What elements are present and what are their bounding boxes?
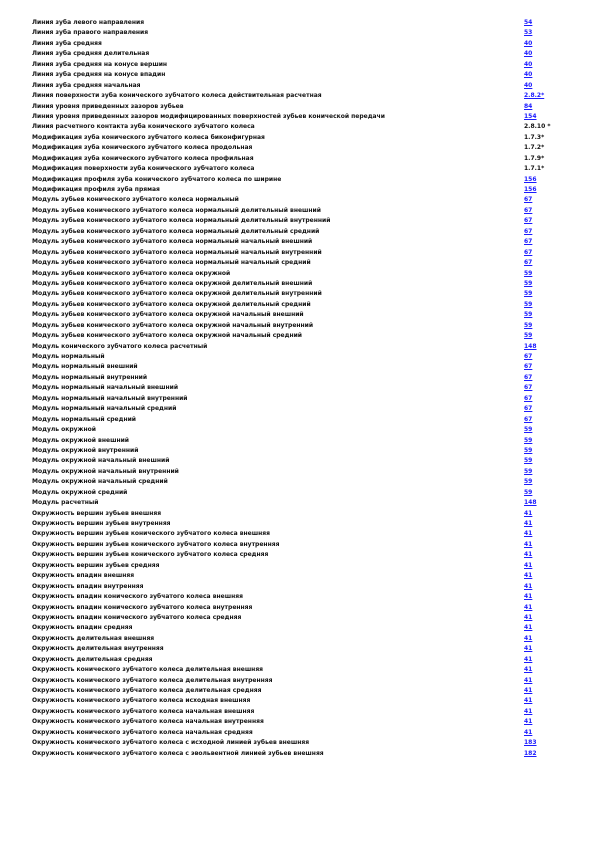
index-term: Линия уровня приведенных зазоров зубьев — [32, 102, 184, 110]
index-entry — [32, 279, 560, 289]
index-ref-link[interactable]: 40 — [524, 60, 533, 68]
index-ref-link[interactable]: 67 — [524, 196, 533, 204]
index-term: Модуль зубьев конического зубчатого колеса нормальный начальный средний — [32, 259, 311, 267]
index-term: Окружность впадин средняя — [32, 624, 133, 632]
index-term: Линия уровня приведенных зазоров модифицированных поверхностей зубьев конической передачи — [32, 112, 385, 120]
index-ref-link[interactable]: 41 — [524, 645, 533, 653]
index-entry — [32, 655, 560, 665]
index-term: Модуль конического зубчатого колеса расчетный — [32, 342, 208, 350]
index-entry — [32, 686, 560, 696]
index-term: Модуль нормальный начальный внешний — [32, 384, 179, 392]
index-entry — [32, 237, 560, 247]
index-term: Модификация зуба конического зубчатого колеса продольная — [32, 144, 253, 152]
index-entry — [32, 154, 560, 164]
index-term: Модуль окружной средний — [32, 488, 128, 496]
index-ref-link[interactable]: 67 — [524, 217, 533, 225]
index-entry — [32, 269, 560, 279]
index-term: Линия зуба средняя на конусе впадин — [32, 71, 166, 79]
index-entry — [32, 498, 560, 508]
index-entry — [32, 509, 560, 519]
index-ref-link[interactable]: 41 — [524, 561, 533, 569]
index-ref: 2.8.10 * — [524, 123, 551, 131]
index-term: Окружность вершин зубьев конического зубчатого колеса внешняя — [32, 530, 270, 538]
index-term: Окружность делительная внутренняя — [32, 645, 164, 653]
index-term: Окружность вершин зубьев средняя — [32, 561, 160, 569]
index-ref: 1.7.1* — [524, 165, 545, 173]
index-term: Окружность впадин конического зубчатого колеса средняя — [32, 613, 242, 621]
index-entry — [32, 362, 560, 372]
index-term: Модуль окружной начальный внутренний — [32, 467, 179, 475]
index-term: Линия зуба правого направления — [32, 29, 149, 37]
index-term: Окружность конического зубчатого колеса начальная внутренняя — [32, 718, 264, 726]
index-term: Окружность вершин зубьев конического зубчатого колеса средняя — [32, 551, 269, 559]
index-term: Модуль зубьев конического зубчатого колеса нормальный делительный средний — [32, 227, 320, 235]
index-ref-link[interactable]: 59 — [524, 478, 533, 486]
index-entry — [32, 102, 560, 112]
index-term: Модуль окружной внутренний — [32, 446, 139, 454]
index-ref-link[interactable]: 84 — [524, 102, 533, 110]
index-term: Окружность вершин зубьев внешняя — [32, 509, 162, 517]
index-term: Окружность делительная внешняя — [32, 634, 155, 642]
index-entry — [32, 91, 560, 101]
index-entry — [32, 300, 560, 310]
index-entry — [32, 394, 560, 404]
index-entry — [32, 728, 560, 738]
index-term: Модуль нормальный средний — [32, 415, 137, 423]
index-term: Окружность конического зубчатого колеса начальная внешняя — [32, 707, 255, 715]
index-term: Линия зуба левого направления — [32, 19, 145, 26]
index-ref-link[interactable]: 41 — [524, 530, 533, 538]
index-entry — [32, 467, 560, 477]
index-term: Модуль зубьев конического зубчатого колеса окружной — [32, 269, 231, 277]
index-term: Окружность конического зубчатого колеса исходная внешняя — [32, 697, 251, 705]
index-term: Модуль зубьев конического зубчатого колеса окружной начальный средний — [32, 332, 303, 340]
index-term: Модуль окружной начальный средний — [32, 478, 168, 486]
index-term: Окружность конического зубчатого колеса начальная средняя — [32, 728, 253, 736]
index-entry — [32, 383, 560, 393]
index-entry — [32, 425, 560, 435]
index-term: Окружность вершин зубьев внутренняя — [32, 520, 171, 527]
index-ref-link[interactable]: 67 — [524, 363, 533, 371]
index-term: Модификация поверхности зуба конического зубчатого колеса — [32, 165, 255, 173]
index-ref-link[interactable]: 67 — [524, 415, 533, 423]
index-ref-link[interactable]: 59 — [524, 290, 533, 298]
index-term: Модуль зубьев конического зубчатого колеса окружной начальный внутренний — [32, 321, 314, 329]
index-term: Модуль зубьев конического зубчатого колеса окружной делительный внешний — [32, 279, 313, 287]
index-term: Модуль расчетный — [32, 499, 99, 507]
index-entry — [32, 696, 560, 706]
index-entry — [32, 185, 560, 195]
index-entry — [32, 143, 560, 153]
index-entry — [32, 519, 560, 529]
index-term: Модуль зубьев конического зубчатого колеса окружной делительный средний — [32, 300, 311, 308]
index-entry — [32, 70, 560, 80]
index-entry — [32, 39, 560, 49]
index-entry — [32, 49, 560, 59]
index-entry — [32, 352, 560, 362]
index-ref-link[interactable]: 59 — [524, 321, 533, 329]
index-entry — [32, 749, 560, 759]
index-ref-link[interactable]: 59 — [524, 426, 533, 434]
index-ref-link[interactable]: 59 — [524, 467, 533, 475]
index-ref-link[interactable]: 40 — [524, 81, 533, 89]
index-entry — [32, 133, 560, 143]
index-ref-link[interactable]: 41 — [524, 728, 533, 736]
index-entry — [32, 331, 560, 341]
index-term: Окружность впадин внешняя — [32, 572, 135, 580]
index-ref-link[interactable]: 59 — [524, 311, 533, 319]
index-ref-link[interactable]: 156 — [524, 186, 537, 193]
index-ref-link[interactable]: 67 — [524, 248, 533, 256]
index-term: Модуль окружной — [32, 426, 96, 434]
index-entry — [32, 644, 560, 654]
index-entry — [32, 18, 560, 28]
index-term: Модуль нормальный внешний — [32, 363, 138, 371]
index-ref-link[interactable]: 67 — [524, 384, 533, 392]
index-entry — [32, 289, 560, 299]
index-ref-link[interactable]: 54 — [524, 19, 533, 26]
index-ref-link[interactable]: 41 — [524, 697, 533, 705]
index-ref-link[interactable]: 183 — [524, 739, 537, 747]
index-term: Окружность конического зубчатого колеса делительная внутренняя — [32, 676, 273, 684]
index-term: Модуль зубьев конического зубчатого колеса нормальный начальный внутренний — [32, 248, 322, 256]
index-ref-link[interactable]: 40 — [524, 50, 533, 58]
index-entry — [32, 60, 560, 70]
index-ref-link[interactable]: 59 — [524, 488, 533, 496]
index-entry — [32, 571, 560, 581]
index-term: Линия зуба средняя делительная — [32, 50, 150, 58]
index-entry — [32, 529, 560, 539]
index-entry — [32, 112, 560, 122]
index-entry — [32, 342, 560, 352]
index-ref-link[interactable]: 41 — [524, 687, 533, 694]
index-term: Модуль зубьев конического зубчатого колеса нормальный делительный внешний — [32, 206, 321, 214]
index-term: Модификация профиля зуба конического зубчатого колеса по ширине — [32, 175, 282, 183]
index-term: Модуль зубьев конического зубчатого колеса нормальный — [32, 196, 239, 204]
index-term: Линия поверхности зуба конического зубчатого колеса действительная расчетная — [32, 92, 322, 100]
index-ref-link[interactable]: 41 — [524, 582, 533, 590]
index-term: Модификация зуба конического зубчатого колеса биконфигурная — [32, 133, 265, 141]
index-entry — [32, 613, 560, 623]
index-term: Линия зуба средняя на конусе вершин — [32, 60, 168, 68]
index-entry — [32, 404, 560, 414]
index-ref-link[interactable]: 67 — [524, 373, 533, 381]
index-entry — [32, 195, 560, 205]
index-ref-link[interactable]: 148 — [524, 499, 537, 507]
index-term: Модуль зубьев конического зубчатого колеса окружной начальный внешний — [32, 311, 304, 319]
index-ref-link[interactable]: 41 — [524, 593, 533, 601]
index-ref-link[interactable]: 41 — [524, 624, 533, 632]
index-term: Модуль зубьев конического зубчатого колеса окружной делительный внутренний — [32, 290, 322, 298]
index-entry — [32, 582, 560, 592]
index-ref-link[interactable]: 67 — [524, 353, 533, 360]
index-entry — [32, 216, 560, 226]
index-entry — [32, 665, 560, 675]
index-entry — [32, 488, 560, 498]
index-entry — [32, 707, 560, 717]
index-term: Окружность конического зубчатого колеса с исходной линией зубьев внешняя — [32, 739, 310, 747]
index-entry — [32, 436, 560, 446]
index-entry — [32, 634, 560, 644]
index-ref-link[interactable]: 148 — [524, 342, 537, 350]
index-entry — [32, 676, 560, 686]
index-entry — [32, 477, 560, 487]
index-entry — [32, 446, 560, 456]
index-ref-link[interactable]: 59 — [524, 332, 533, 340]
index-ref-link[interactable]: 67 — [524, 405, 533, 413]
index-entry — [32, 623, 560, 633]
index-ref-link[interactable]: 154 — [524, 112, 537, 120]
index-ref-link[interactable]: 41 — [524, 676, 533, 684]
index-ref-link[interactable]: 41 — [524, 540, 533, 548]
index-entry — [32, 310, 560, 320]
index-entry — [32, 603, 560, 613]
index-ref-link[interactable]: 59 — [524, 457, 533, 465]
index-ref-link[interactable]: 156 — [524, 175, 537, 183]
index-term: Окружность конического зубчатого колеса делительная внешняя — [32, 666, 264, 674]
index-term: Модуль нормальный внутренний — [32, 373, 148, 381]
index-ref-link[interactable]: 41 — [524, 520, 533, 527]
index-ref: 1.7.3* — [524, 133, 545, 141]
index-ref-link[interactable]: 59 — [524, 269, 533, 277]
index-term: Модификация зуба конического зубчатого колеса профильная — [32, 154, 254, 162]
index-entry — [32, 415, 560, 425]
index-entry — [32, 540, 560, 550]
index-term: Линия зуба средняя начальная — [32, 81, 141, 89]
index-entry — [32, 561, 560, 571]
index-ref-link[interactable]: 67 — [524, 238, 533, 246]
index-ref-link[interactable]: 2.8.2* — [524, 92, 545, 100]
index-entry — [32, 81, 560, 91]
index-entry — [32, 550, 560, 560]
index-ref-link[interactable]: 67 — [524, 259, 533, 267]
index-entry — [32, 248, 560, 258]
index-ref-link[interactable]: 41 — [524, 572, 533, 580]
index-ref-link[interactable]: 40 — [524, 39, 533, 47]
index-list — [32, 18, 560, 759]
index-ref-link[interactable]: 67 — [524, 227, 533, 235]
index-ref-link[interactable]: 53 — [524, 29, 533, 37]
index-term: Модуль нормальный начальный средний — [32, 405, 177, 413]
index-ref-link[interactable]: 41 — [524, 634, 533, 642]
index-entry — [32, 592, 560, 602]
index-term: Окружность впадин конического зубчатого колеса внутренняя — [32, 603, 253, 611]
index-ref: 1.7.2* — [524, 144, 545, 152]
index-entry — [32, 738, 560, 748]
index-term: Модуль зубьев конического зубчатого колеса нормальный делительный внутренний — [32, 217, 331, 225]
index-term: Модуль окружной внешний — [32, 436, 129, 444]
index-ref-link[interactable]: 59 — [524, 446, 533, 454]
index-entry — [32, 122, 560, 132]
index-term: Модуль окружной начальный внешний — [32, 457, 170, 465]
index-entry — [32, 456, 560, 466]
index-term: Окружность впадин внутренняя — [32, 582, 144, 590]
index-ref-link[interactable]: 182 — [524, 749, 537, 757]
index-ref-link[interactable]: 59 — [524, 300, 533, 308]
index-entry — [32, 717, 560, 727]
index-term: Модуль нормальный — [32, 353, 105, 360]
index-ref-link[interactable]: 67 — [524, 206, 533, 214]
index-entry — [32, 164, 560, 174]
index-ref-link[interactable]: 41 — [524, 551, 533, 559]
index-ref-link[interactable]: 59 — [524, 436, 533, 444]
index-ref-link[interactable]: 41 — [524, 718, 533, 726]
index-term: Окружность конического зубчатого колеса с эвольвентной линией зубьев внешняя — [32, 749, 324, 757]
index-entry — [32, 321, 560, 331]
index-ref-link[interactable]: 59 — [524, 279, 533, 287]
index-term: Линия расчетного контакта зуба конического зубчатого колеса — [32, 123, 255, 131]
index-term: Линия зуба средняя — [32, 39, 102, 47]
index-entry — [32, 206, 560, 216]
index-entry — [32, 258, 560, 268]
index-ref-link[interactable]: 41 — [524, 707, 533, 715]
index-ref: 1.7.9* — [524, 154, 545, 162]
index-term: Окружность конического зубчатого колеса делительная средняя — [32, 687, 262, 694]
index-entry — [32, 373, 560, 383]
index-ref-link[interactable]: 41 — [524, 666, 533, 674]
index-term: Окружность делительная средняя — [32, 655, 153, 663]
index-term: Окружность вершин зубьев конического зубчатого колеса внутренняя — [32, 540, 280, 548]
index-ref-link[interactable]: 40 — [524, 71, 533, 79]
index-entry — [32, 175, 560, 185]
index-term: Окружность впадин конического зубчатого колеса внешняя — [32, 593, 243, 601]
index-ref-link[interactable]: 41 — [524, 509, 533, 517]
index-term: Модуль зубьев конического зубчатого колеса нормальный начальный внешний — [32, 238, 313, 246]
index-ref-link[interactable]: 41 — [524, 655, 533, 663]
index-term: Модификация профиля зуба прямая — [32, 186, 160, 193]
index-entry — [32, 227, 560, 237]
index-term: Модуль нормальный начальный внутренний — [32, 394, 188, 402]
index-ref-link[interactable]: 67 — [524, 394, 533, 402]
index-ref-link[interactable]: 41 — [524, 613, 533, 621]
index-entry — [32, 28, 560, 38]
index-ref-link[interactable]: 41 — [524, 603, 533, 611]
